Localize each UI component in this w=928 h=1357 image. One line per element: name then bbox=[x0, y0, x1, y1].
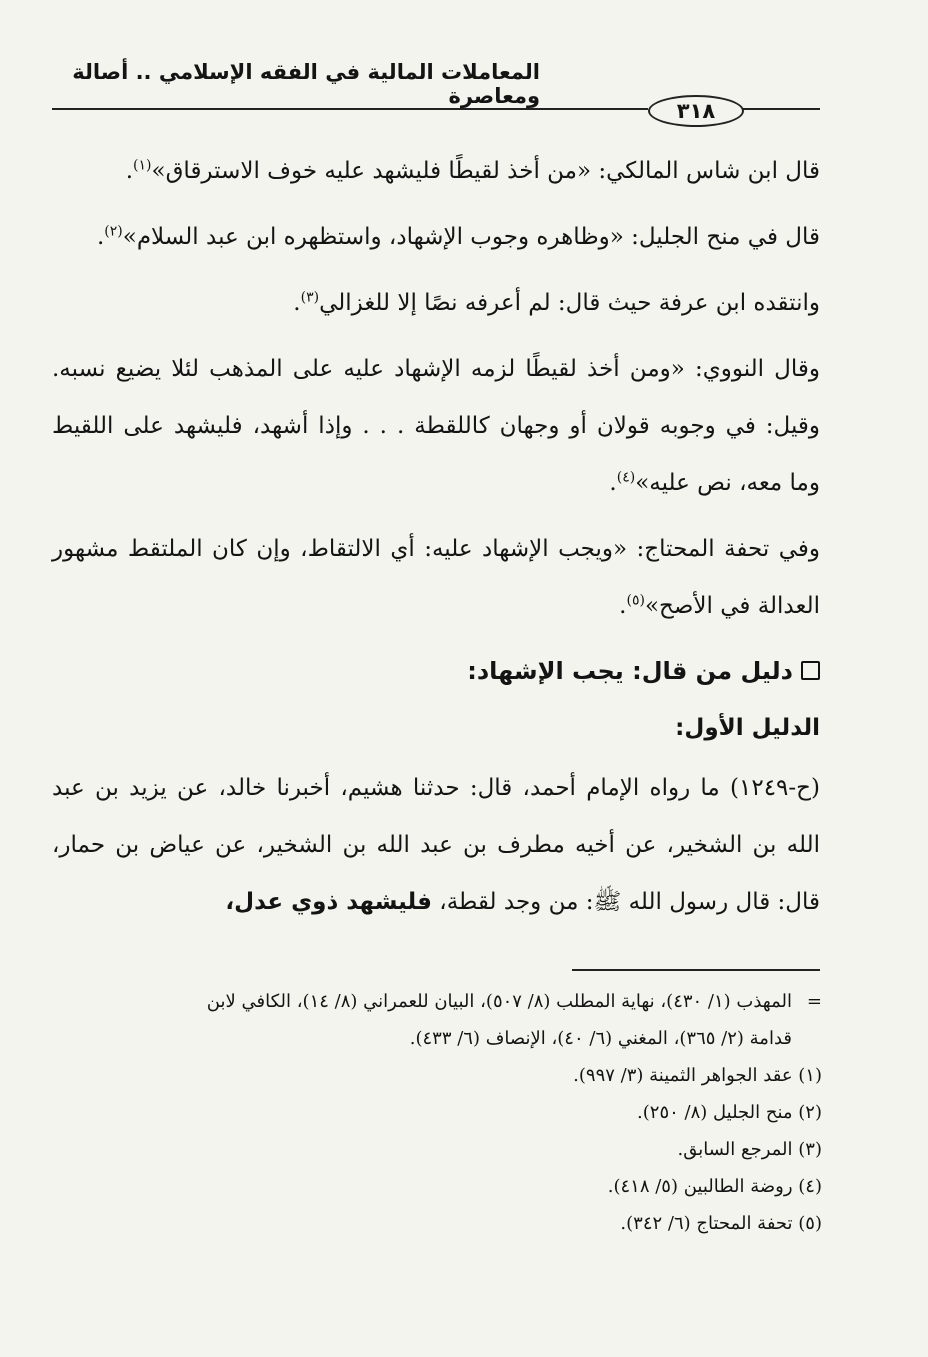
paragraph: وقال النووي: «ومن أخذ لقيطًا لزمه الإشهاد عليه على المذهب لئلا يضيع نسبه. وقيل: في وجوبه قولان أو وجهان كاللقطة . . . وإذا أشهد، فليشهد على اللقيط وما معه، نص عليه»$^{(٤)}$. bbox=[52, 356, 820, 496]
paragraph-text: قال ابن شاس المالكي: «من أخذ لقيطًا فليشهد عليه خوف الاسترقاق» bbox=[151, 158, 820, 184]
paragraph-text: قال في منح الجليل: «وظاهره وجوب الإشهاد، واستظهره ابن عبد السلام» bbox=[122, 224, 820, 250]
header-rule bbox=[742, 108, 820, 110]
footnote-separator bbox=[572, 969, 820, 971]
footnote: (٤) روضة الطالبين (٥/ ٤١٨). bbox=[607, 1176, 822, 1197]
paragraph: قال ابن شاس المالكي: «من أخذ لقيطًا فليشهد عليه خوف الاسترقاق»$^{(١)}$. bbox=[125, 157, 820, 184]
footnote: (٥) تحفة المحتاج (٦/ ٣٤٢). bbox=[620, 1213, 822, 1234]
footnote-ref: (٣) bbox=[300, 289, 320, 306]
footnote: (٣) المرجع السابق. bbox=[677, 1139, 822, 1160]
footnote-text: المهذب (١/ ٤٣٠)، نهاية المطلب (٨/ ٥٠٧)، البيان للعمراني (٨/ ١٤)، الكافي لابن bbox=[206, 991, 792, 1012]
footnote-ref: (١) bbox=[133, 157, 152, 174]
square-bullet-icon bbox=[801, 661, 820, 680]
footnote-ref: (٢) bbox=[104, 223, 123, 240]
header-rule bbox=[52, 108, 648, 110]
footnote: (١) عقد الجواهر الثمينة (٣/ ٩٩٧). bbox=[573, 1065, 822, 1086]
paragraph: قال في منح الجليل: «وظاهره وجوب الإشهاد، واستظهره ابن عبد السلام»$^{(٢)}$. bbox=[96, 223, 820, 250]
paragraph-text: وفي تحفة المحتاج: «ويجب الإشهاد عليه: أي الالتقاط، وإن كان الملتقط مشهور العدالة في الأصح» bbox=[52, 536, 820, 619]
footnote-continuation: قدامة (٢/ ٣٦٥)، المغني (٦/ ٤٠)، الإنصاف (٦/ ٤٣٣). bbox=[409, 1028, 792, 1049]
running-title: المعاملات المالية في الفقه الإسلامي .. أصالة ومعاصرة bbox=[72, 60, 540, 108]
footnote-ref: (٤) bbox=[616, 469, 636, 486]
footnote-ref: (٥) bbox=[626, 592, 645, 609]
paragraph bbox=[52, 760, 820, 931]
section-heading-text: دليل من قال: يجب الإشهاد: bbox=[467, 657, 793, 685]
continuation-marker: = bbox=[806, 991, 822, 1012]
subsection-heading: الدليل الأول: bbox=[675, 715, 820, 741]
paragraph: وانتقده ابن عرفة حيث قال: لم أعرفه نصًا إلا للغزالي$^{(٣)}$. bbox=[293, 289, 820, 316]
paragraph-text: وانتقده ابن عرفة حيث قال: لم أعرفه نصًا إلا للغزالي bbox=[319, 290, 820, 316]
footnotes bbox=[52, 986, 822, 1245]
section-heading bbox=[52, 644, 820, 698]
paragraph-text: (ح-١٢٤٩) ما رواه الإمام أحمد، قال: حدثنا هشيم، أخبرنا خالد، عن يزيد بن عبد الله بن الشخير، عن أخيه مطرف بن عبد الله بن الشخير، عن عياض بن حمار، قال: قال رسول الله ﷺ: من وجد لقطة، bbox=[52, 775, 820, 915]
footnote: (٢) منح الجليل (٨/ ٢٥٠). bbox=[637, 1102, 822, 1123]
page-number: ٣١٨ bbox=[648, 95, 744, 127]
bold-text: فليشهد ذوي عدل، bbox=[225, 889, 432, 915]
paragraph: وفي تحفة المحتاج: «ويجب الإشهاد عليه: أي الالتقاط، وإن كان الملتقط مشهور العدالة في الأصح»$^{(٥)}$. bbox=[52, 536, 820, 619]
main-text bbox=[52, 143, 820, 940]
footnote-continuation bbox=[52, 986, 822, 1018]
paragraph-text: وقال النووي: «ومن أخذ لقيطًا لزمه الإشهاد عليه على المذهب لئلا يضيع نسبه. وقيل: في وجوبه قولان أو وجهان كاللقطة . . . وإذا أشهد، فليشهد على اللقيط وما معه، نص عليه» bbox=[52, 356, 820, 496]
